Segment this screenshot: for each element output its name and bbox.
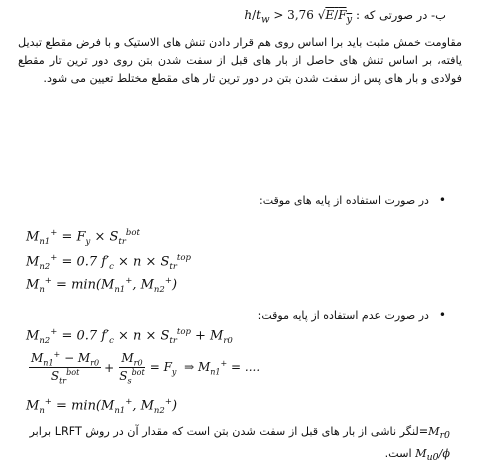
- equation-mn-min-no-temporary: $M_n^+ = \min(M_{n1}^+$, $M_{n2}^+$): [26, 397, 178, 416]
- note-mr0-definition: [18, 423, 450, 467]
- equation-mn2-temporary: $M_{n2}^+ = 0.7$ $f'_c \times n \times S_{tr}^{top}$: [26, 253, 191, 272]
- heading-case-b-condition: $h/t_w > 3,76$ $√E/F_y$ :: [244, 8, 361, 26]
- note-text: =لنگر ناشی از بار های قبل از سفت شدن بتن است که مقدار آن در روش LRFT برابر: [29, 425, 429, 438]
- heading-case-b-label: ب- در صورتی که: [363, 8, 446, 22]
- heading-case-b: [244, 6, 446, 29]
- note-symbol: $M_{r0}$: [428, 425, 450, 442]
- equation-mn1-no-temporary: $\frac{M_{n1}^+ - M_{r0}}{S_{tr}^{bot}}$ + $\frac{M_{r0}}{S_s^{bot}}$ = $F_y$ ⇒ $M_{n1}^+$ = ....: [31, 350, 261, 386]
- equation-mn1-temporary: $M_{n1}^+ = F_y \times S_{tr}^{bot}$: [26, 228, 140, 247]
- bullet-temporary-supports: • در صورت استفاده از پایه های موقت:: [259, 191, 446, 210]
- paragraph-positive-flexure: مقاومت خمش مثبت باید برا اساس روی هم قرار دادن تنش های الاستیک و با فرض مقطع تبدیل یافته، بر اساس تنش های حاصل از بار های قبل از سفت شدن بتن روی دور ترین تار مقطع فولادی و بار های پس از سفت شدن بتن در دور ترین تار های مقطع مختلط تعیین می شود.: [18, 36, 462, 85]
- equation-mn2-no-temporary: $M_{n2}^+ = 0.7$ $f'_c \times n \times S_{tr}^{top} + M_{r0}$: [26, 327, 233, 346]
- fraction-1: $\frac{M_{n1}^+ - M_{r0}}{S_{tr}^{bot}}$: [31, 350, 100, 386]
- equation-mn-min-temporary: $M_n^+ = \min(M_{n1}^+$, $M_{n2}^+$): [26, 276, 178, 295]
- note-value: $M_{u0}/\phi$: [415, 447, 450, 464]
- bullet-no-temporary-supports: • در صورت عدم استفاده از پایه موقت:: [258, 306, 446, 325]
- note-tail: است.: [384, 447, 412, 461]
- fraction-2: $\frac{M_{r0}}{S_s^{bot}}$: [119, 350, 145, 386]
